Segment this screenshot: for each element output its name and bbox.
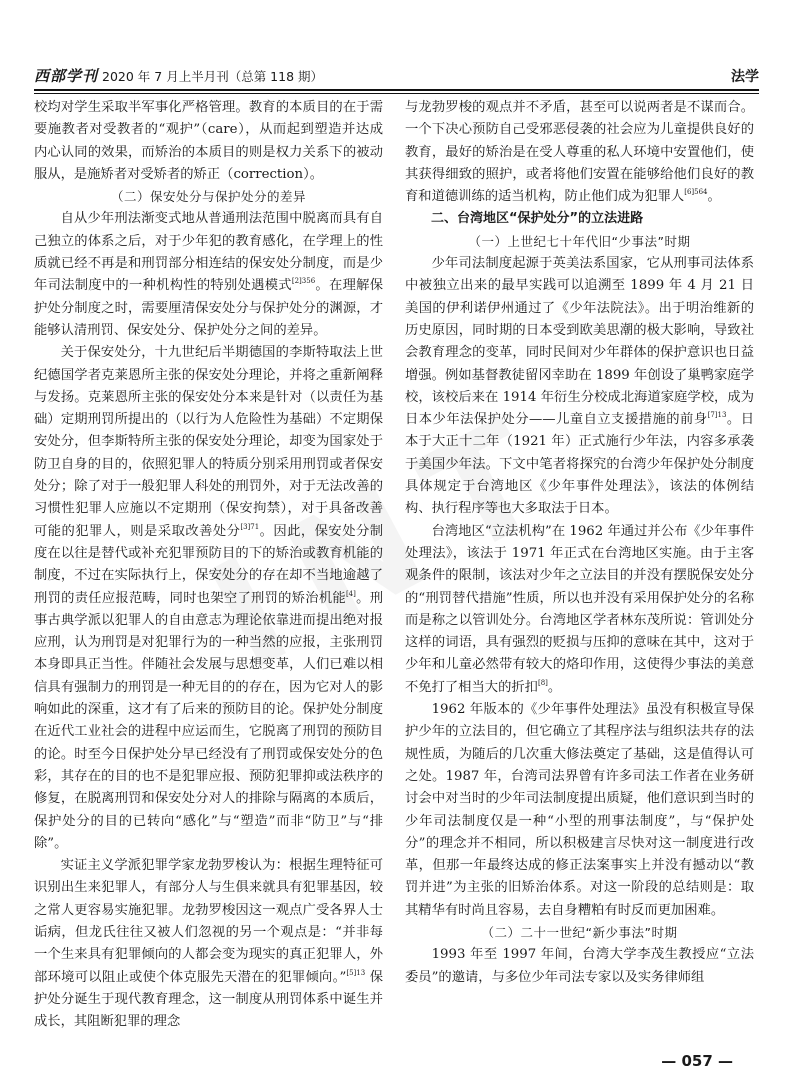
paragraph-text: 1993 年至 1997 年间，台湾大学李茂生教授应“立法委员”的邀请，与多位少年司法专家以及实务律师组	[405, 947, 754, 985]
paragraph	[34, 855, 383, 1033]
citation-ref: [8]	[537, 678, 548, 687]
paragraph-text: 。	[707, 189, 721, 205]
section-name: 法学	[731, 69, 759, 85]
subsection-heading: （二）保安处分与保护处分的差异	[110, 189, 306, 205]
paragraph	[405, 521, 754, 699]
paragraph	[34, 97, 383, 186]
header-rule-thin	[34, 93, 759, 94]
subsection-heading: （一）上世纪七十年代旧“少事法”时期	[468, 233, 691, 249]
citation-ref: [4]	[345, 589, 356, 598]
subsection-heading: （二）二十一世纪“新少事法”时期	[481, 924, 678, 940]
section-heading: 二、台湾地区“保护处分”的立法进路	[431, 211, 644, 227]
paragraph-text: 。因此，保安处分制度在以往是替代或补充犯罪预防目的下的矫治或教育机能的制度，不过在实际执行上，保安处分的存在却不当地逾越了刑罚的责任应报范畴，同时也架空了刑罚的矫治机能	[34, 523, 384, 606]
paragraph	[34, 342, 383, 855]
paragraph-text: 。日本于大正十二年（1921 年）正式施行少年法，内容多承袭于美国少年法。下文中笔者将探究的台湾少年保护处分制度具体规定于台湾地区《少年事件处理法》，该法的体例结构、执行程序等也大多取法于日本。	[405, 412, 755, 517]
paragraph-text: 自从少年刑法渐变式地从普通刑法范围中脱离而具有自己独立的体系之后，对于少年犯的教育感化，在学理上的性质就已经不再是和刑罚部分相连结的保安处分制度，而是少年司法制度中的一种机构性的特别处遇模式	[34, 211, 383, 294]
paragraph-text: 保护处分诞生于现代教育理念，这一制度从刑罚体系中诞生并成长，其阻断犯罪的理念	[34, 969, 383, 1030]
paragraph-text: 校均对学生采取半军事化严格管理。教育的本质目的在于需要施教者对受教者的“观护”（care），从而起到塑造并达成内心认同的效果，而矫治的本质目的则是权力关系下的被动服从，是施矫者对受矫者的矫正（correction）。	[34, 100, 383, 182]
paragraph	[405, 699, 754, 922]
citation-ref: [2]356	[291, 277, 316, 286]
header-left	[34, 65, 323, 86]
right-column	[405, 97, 754, 989]
paragraph	[405, 97, 754, 208]
paragraph	[405, 944, 754, 989]
citation-ref: [3]71	[240, 522, 260, 531]
header-rule	[34, 89, 759, 91]
citation-ref: [6]564	[684, 188, 708, 197]
citation-ref: [5]13	[346, 968, 366, 977]
paragraph	[405, 253, 754, 521]
paragraph-text: 。	[547, 679, 562, 695]
paragraph-text: 台湾地区“立法机构”在 1962 年通过并公布《少年事件处理法》，该法于 1971 年正式在台湾地区实施。由于主客观条件的限制，该法对少年之立法目的并没有摆脱保安处分的“刑罚替代措施”性质，所以也并没有采用保护处分的名称而是称之以管训处分。台湾地区学者林东茂所说：管训处分这样的词语，具有强烈的贬损与压抑的意味在其中，这对于少年和儿童必然带有较大的烙印作用，这使得少事法的美意不免打了相当大的折扣	[405, 523, 754, 695]
issue-info: 2020 年 7 月上半月刊（总第 118 期）	[102, 69, 324, 84]
running-header	[34, 64, 759, 86]
paragraph-text: 关于保安处分，十九世纪后半期德国的李斯特取法上世纪德国学者克莱恩所主张的保安处分理论，并将之重新阐释与发扬。克莱恩所主张的保安处分本来是针对（以责任为基础）定期刑罚所提出的（以行为人危险性为基础）不定期保安处分，但李斯特所主张的保安处分理论，却变为国家处于防卫自身的目的，依照犯罪人的特质分别采用刑罚或者保安处分；除了对于一般犯罪人科处的刑罚外，对于无法改善的习惯性犯罪人应施以不定期刑（保安拘禁），对于具备改善可能的犯罪人，则是采取改善处分	[34, 345, 383, 539]
page-number: — 057 —	[661, 1052, 733, 1070]
citation-ref: [7]13	[707, 411, 727, 420]
paragraph-text: 实证主义学派犯罪学家龙勃罗梭认为：根据生理特征可识别出生来犯罪人，有部分人与生俱来就具有犯罪基因，较之常人更容易实施犯罪。龙勃罗梭因这一观点广受各界人士诟病，但龙氏往往又被人们忽视的另一个观点是：“并非每一个生来具有犯罪倾向的人都会变为现实的真正犯罪人，外部环境可以阻止或使个体克服先天潜在的犯罪倾向。”	[34, 858, 383, 985]
journal-logo: 西部学刊	[34, 67, 99, 85]
paragraph-text: 。在理解保护处分制度之时，需要厘清保安处分与保护处分的渊源，才能够认清刑罚、保安处分、保护处分之间的差异。	[34, 278, 384, 338]
paragraph-text: 与龙勃罗梭的观点并不矛盾，甚至可以说两者是不谋而合。一个下决心预防自己受邪恶侵袭的社会应为儿童提供良好的教育，最好的矫治是在受人尊重的私人环境中安置他们，使其获得细致的照护，或者将他们安置在能够给他们良好的教育和道德训练的适当机构，防止他们成为犯罪人	[405, 100, 754, 205]
left-column	[34, 97, 383, 1033]
paragraph	[34, 208, 383, 342]
paragraph-text: 。刑事古典学派以犯罪人的自由意志为理论依靠进而提出绝对报应刑，认为刑罚是对犯罪行为的一种当然的应报，主张刑罚本身即具正当性。伴随社会发展与思想变革，人们已难以相信具有强制力的刑罚是一种无目的的存在，因为它对人的影响如此的深重，这才有了后来的预防目的论。保护处分制度在近代工业社会的进程中应运而生，它脱离了刑罚的预防目的论。时至今日保护处分早已经没有了刑罚或保安处分的色彩，其存在的目的也不是犯罪应报、预防犯罪抑或法秩序的修复，在脱离刑罚和保安处分对人的排除与隔离的本质后，保护处分的目的已转向“感化”与“塑造”而非“防卫”与“排除”。	[34, 590, 384, 851]
paragraph-text: 1962 年版本的《少年事件处理法》虽没有积极宣导保护少年的立法目的，但它确立了其程序法与组织法共存的法规性质，为随后的几次重大修法奠定了基础，这是值得认可之处。1987 年，台湾司法界曾有许多司法工作者在业务研讨会中对当时的少年司法制度提出质疑，他们意识到当时的少年司法制度仅是一种“小型的刑事法制度”，与“保护处分”的理念并不相同，所以积极建言尽快对这一制度进行改革，但那一年最终达成的修正法案事实上并没有撼动以“教罚并进”为主张的旧矫治体系。对这一阶段的总结则是：取其精华有时尚且容易，去自身糟粕有时反而更加困难。	[405, 702, 754, 918]
paragraph-text: 少年司法制度起源于英美法系国家，它从刑事司法体系中被独立出来的最早实践可以追溯至 1899 年 4 月 21 日美国的伊利诺伊州通过了《少年法院法》。出于明治维新的历史原因，同时期的日本受到欧美思潮的极大影响，导致社会教育理念的变革，同时民间对少年群体的保护意识也日益增强。例如基督教徒留冈幸助在 1899 年创设了巢鸭家庭学校，该校后来在 1914 年衍生分校成北海道家庭学校，成为日本少年法保护处分——儿童自立支援措施的前身	[405, 256, 754, 428]
